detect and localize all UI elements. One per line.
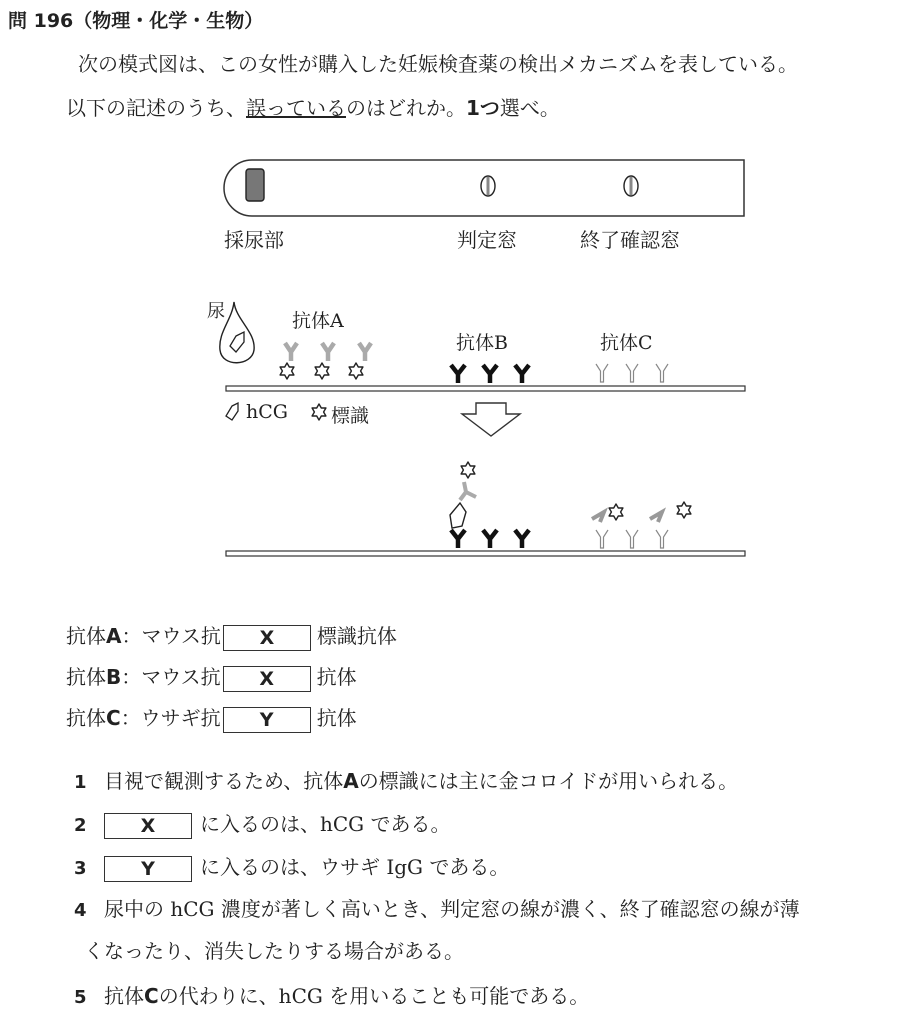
antibody-c-group <box>596 364 668 382</box>
legend-label-text: 標識 <box>331 405 370 427</box>
choice-4-continued: くなったり、消失したりする場合がある。 <box>84 939 464 963</box>
strip-label-result: 判定窓 <box>457 228 517 252</box>
choice-text: 抗体 <box>104 984 144 1008</box>
antibody-row <box>66 702 357 732</box>
blank-box-x: X <box>223 666 311 692</box>
question-title: 問 196（物理・化学・生物） <box>8 10 264 32</box>
row-suffix: 抗体 <box>316 665 357 689</box>
hcg-legend-icon <box>226 403 238 420</box>
row-text: ：マウス抗 <box>121 624 221 648</box>
choice-number: 4 <box>74 900 87 921</box>
choice-text: に入るのは、hCG である。 <box>200 812 451 836</box>
intro-text-b: のはどれか。 <box>346 96 466 120</box>
blank-box-x: X <box>223 625 311 651</box>
blank-box-y: Y <box>104 856 192 882</box>
choice-text: 尿中の hCG 濃度が著しく高いとき、判定窓の線が濃く、終了確認窓の線が薄 <box>104 897 800 921</box>
choice-text: の代わりに、hCG を用いることも可能である。 <box>158 984 590 1008</box>
blank-box-x: X <box>104 813 192 839</box>
test-strip <box>224 160 744 216</box>
choice-5[interactable] <box>74 980 589 1009</box>
blank-box-y: Y <box>223 707 311 733</box>
membrane-before <box>226 386 745 391</box>
choice-3[interactable] <box>74 851 509 882</box>
row-prefix: 抗体 <box>66 665 106 689</box>
choice-1[interactable] <box>74 765 738 794</box>
choice-text: 目視で観測するため、抗体 <box>104 769 344 793</box>
result-window <box>481 176 495 196</box>
urine-label: 尿 <box>207 301 225 322</box>
strip-label-control: 終了確認窓 <box>580 228 680 252</box>
choice-text: に入るのは、ウサギ IgG である。 <box>200 855 510 879</box>
intro-text-a: 以下の記述のうち、 <box>66 96 246 120</box>
antibody-a-group <box>280 343 371 379</box>
row-suffix: 標識抗体 <box>316 624 397 648</box>
choice-2[interactable] <box>74 808 451 839</box>
question-intro-line1: 次の模式図は、この女性が購入した妊娠検査薬の検出メカニズムを表している。 <box>78 52 798 76</box>
antibody-a-label: 抗体A <box>292 310 344 332</box>
antibody-row <box>66 661 357 691</box>
legend-hcg-label: hCG <box>246 401 288 423</box>
row-prefix: 抗体 <box>66 706 106 730</box>
row-letter: B <box>106 665 122 689</box>
control-complex <box>592 502 691 548</box>
choice-number: 3 <box>74 858 87 879</box>
choice-number: 1 <box>74 772 87 793</box>
process-arrow-icon <box>462 403 520 436</box>
antibody-b-group <box>451 365 529 383</box>
intro-pick-count: 1つ <box>466 96 500 120</box>
row-letter: A <box>106 624 122 648</box>
row-text: ：マウス抗 <box>121 665 221 689</box>
membrane-after <box>226 551 745 556</box>
row-letter: C <box>106 706 121 730</box>
control-window <box>624 176 638 196</box>
intro-underlined-text: 誤っている <box>246 96 346 120</box>
antibody-row <box>66 620 397 650</box>
choice-text: の標識には主に金コロイドが用いられる。 <box>358 769 739 793</box>
choice-number: 5 <box>74 987 87 1008</box>
row-prefix: 抗体 <box>66 624 106 648</box>
row-text: ：ウサギ抗 <box>120 706 221 730</box>
label-legend-icon <box>312 404 326 420</box>
sample-pad <box>246 169 264 201</box>
choice-text-bold: C <box>144 984 159 1008</box>
choice-text-bold: A <box>343 769 359 793</box>
row-suffix: 抗体 <box>316 706 357 730</box>
strip-label-sample: 採尿部 <box>224 228 284 252</box>
antibody-b-label: 抗体B <box>456 332 508 354</box>
choice-number: 2 <box>74 815 87 836</box>
antibody-c-label: 抗体C <box>600 332 653 354</box>
captured-complex <box>450 462 529 548</box>
intro-text-c: 選べ。 <box>499 96 560 120</box>
choice-4[interactable] <box>74 893 800 922</box>
